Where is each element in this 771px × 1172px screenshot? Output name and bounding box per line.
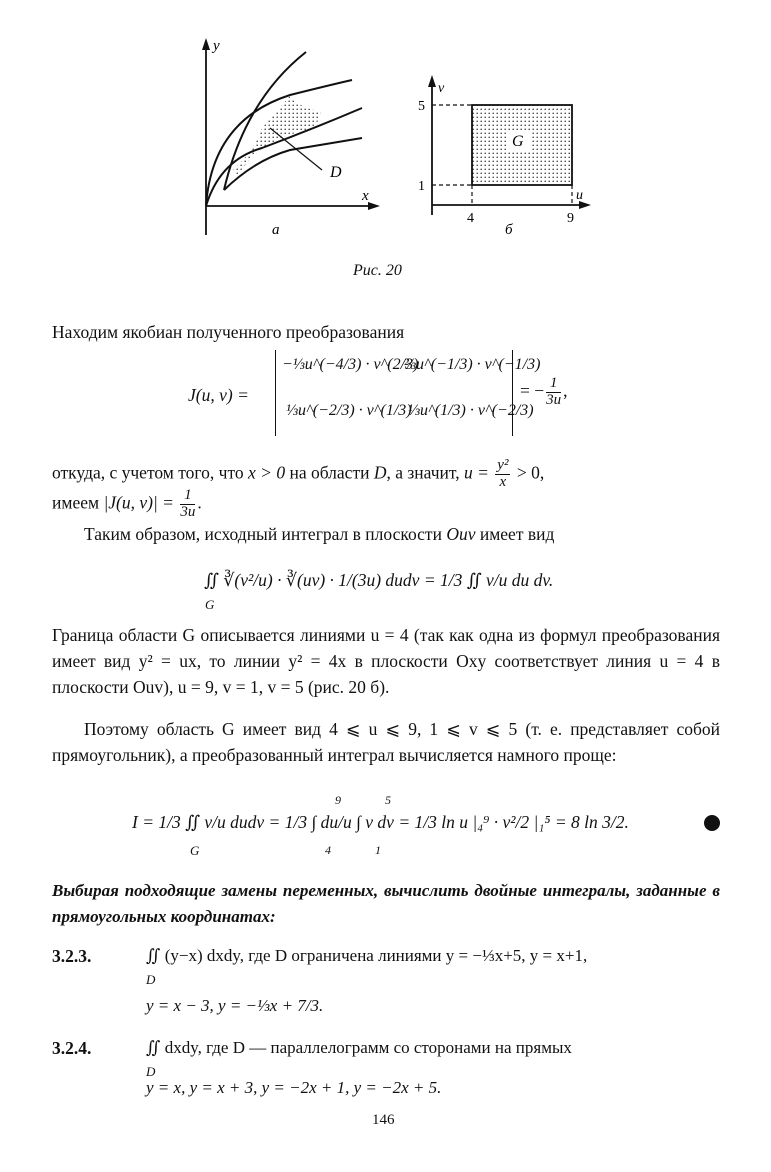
figure-panel-a	[202, 38, 380, 238]
formula-integral-2-lim1: 1	[375, 843, 381, 857]
text-exercise-instructions: Выбирая подходящие замены переменных, вычислить двойные интегралы, заданные в прямоугольных координатах:	[52, 881, 720, 926]
exercise-3-2-3-line1: ∬ (y−x) dxdy, где D ограничена линиями y = −⅓x+5, y = x+1,	[146, 946, 588, 965]
formula-integral-2-lim4: 4	[325, 843, 331, 857]
exercise-3-2-4-line2: y = x, y = x + 3, y = −2x + 1, y = −2x + 5.	[146, 1078, 442, 1097]
jac-m22: ⅓u^(1/3) · v^(−2/3)	[408, 402, 534, 419]
end-of-example-bullet	[704, 815, 720, 831]
jac-m12: ⅔u^(−1/3) · v^(−1/3)	[404, 356, 541, 373]
formula-integral-2-lim9: 9	[335, 793, 341, 807]
exercise-3-2-4-number: 3.2.4.	[52, 1038, 92, 1058]
exercise-3-2-4-sub: D	[146, 1064, 156, 1079]
formula-integral-1-sub: G	[205, 597, 215, 612]
exercise-3-2-3-sub: D	[146, 972, 156, 987]
text-jacobian-intro: Находим якобиан полученного преобразования	[52, 322, 405, 342]
exercise-3-2-4-line1: ∬ dxdy, где D — параллелограмм со сторонами на прямых	[146, 1038, 572, 1057]
jacobian-rhs: = − $\frac{1}{3u}$ ,	[520, 375, 568, 408]
jac-m11: −⅓u^(−4/3) · v^(2/3)	[282, 356, 419, 373]
figure-20	[0, 0, 771, 300]
label-x-a: x	[362, 188, 369, 204]
formula-integral-2: I = 1/3 ∬ v/u dudv = 1/3 ∫ du/u ∫ v dv = 1/3 ln u |₄⁹ · v²/2 |₁⁵ = 8 ln 3/2.	[132, 812, 629, 832]
jacobian-determinant	[275, 350, 541, 436]
sublabel-b: б	[505, 222, 513, 238]
exercise-3-2-3-number: 3.2.3.	[52, 946, 92, 966]
text-poetomu: Поэтому область G имеет вид 4 ⩽ u ⩽ 9, 1 ⩽ v ⩽ 5 (т. е. представляет собой прямоугольник), а преобразованный интеграл вычисляется намного проще:	[52, 719, 720, 765]
label-g-b: G	[512, 133, 524, 150]
label-d-a: D	[330, 164, 342, 181]
text-otkuda: откуда, с учетом того, что x > 0 на области D, а значит, u = $\frac{\text{y²}}{x}$ > 0,	[52, 457, 545, 490]
label-u-b: u	[576, 188, 583, 203]
figure-panel-b	[418, 75, 591, 238]
tick-v-1: 1	[418, 179, 425, 194]
page-number: 146	[372, 1112, 395, 1128]
label-y-a: y	[213, 38, 220, 54]
tick-u-4: 4	[467, 211, 474, 226]
jac-m21: ⅓u^(−2/3) · v^(1/3)	[286, 402, 412, 419]
tick-u-9: 9	[567, 211, 574, 226]
exercise-3-2-3-line2: y = x − 3, y = −⅓x + 7/3.	[146, 996, 324, 1015]
formula-integral-1: ∬ ∛(v²/u) · ∛(uv) · 1/(3u) dudv = 1/3 ∬ v/u du dv.	[204, 570, 554, 590]
jacobian-lhs: J(u, v) =	[188, 385, 249, 405]
tick-v-5: 5	[418, 99, 425, 114]
label-v-b: v	[438, 81, 445, 96]
text-granica: Граница области G описывается линиями u = 4 (так как одна из формул преобразования имеет вид y² = ux, то линии y² = 4x в плоскости Oxy соответствует линия u = 4 в плоскости Ouv), u = 9, v = 1, v = 5 (рис. 20 б).	[52, 625, 720, 697]
formula-integral-2-sub: G	[190, 843, 200, 858]
text-imeem: имеем |J(u, v)| = $\frac{1}{3u}$ .	[52, 487, 202, 520]
formula-integral-2-lim5: 5	[385, 793, 391, 807]
text-takim: Таким образом, исходный интеграл в плоскости Ouv имеет вид	[84, 524, 555, 544]
figure-caption: Рис. 20	[353, 262, 402, 279]
sublabel-a: а	[272, 222, 280, 238]
